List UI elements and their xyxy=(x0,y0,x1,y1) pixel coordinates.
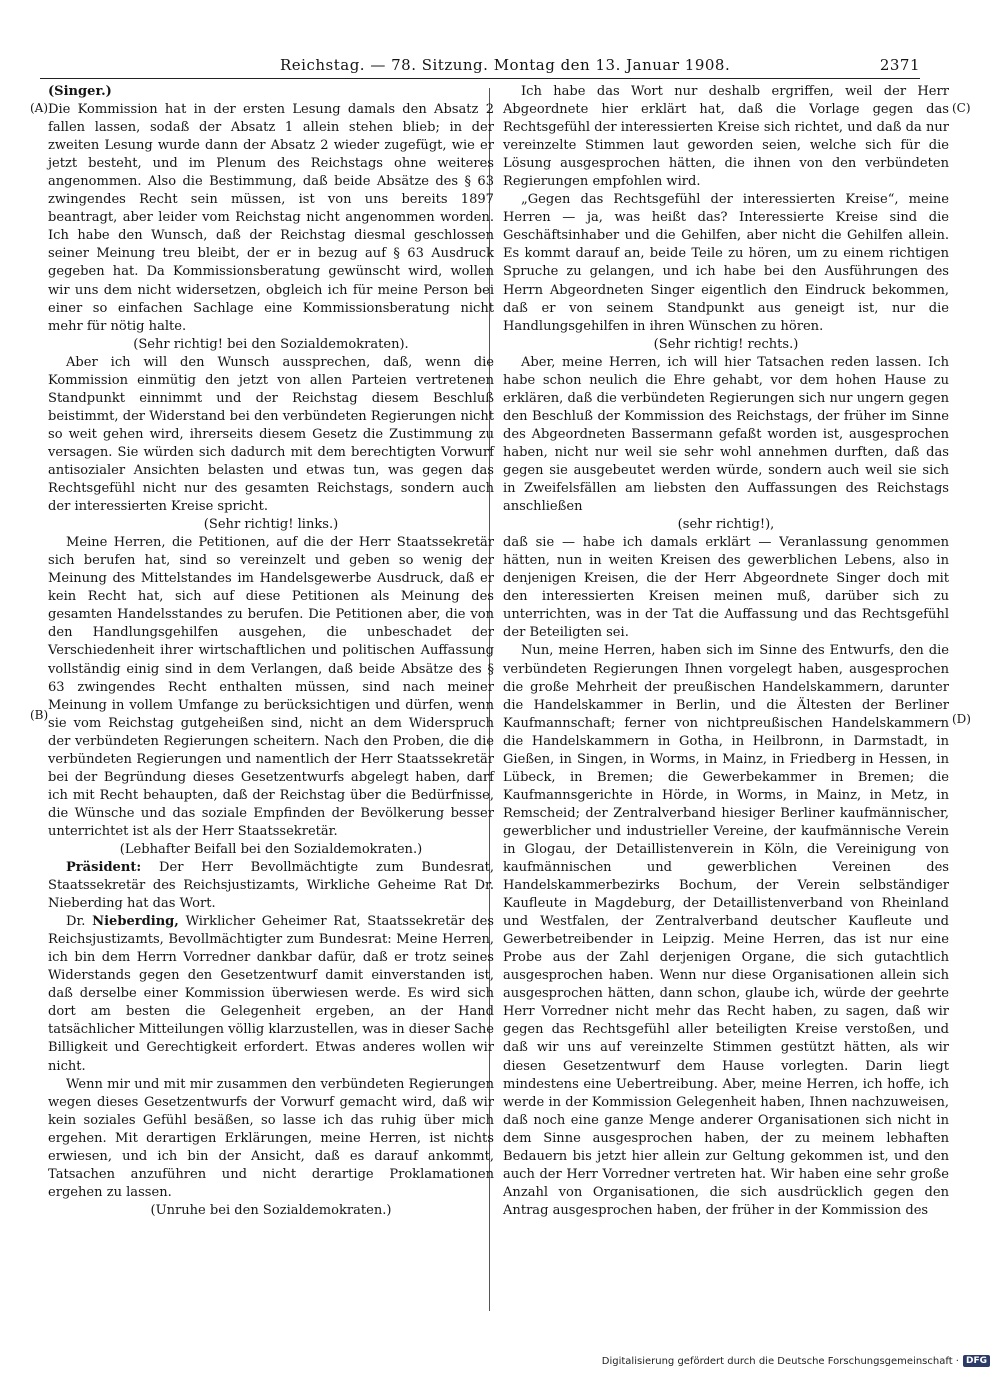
margin-marker-a: (A) xyxy=(30,101,49,115)
interjection: (sehr richtig!), xyxy=(677,517,775,533)
running-title: Reichstag. — 78. Sitzung. Montag den 13. Januar 1908. xyxy=(280,56,731,74)
paragraph: Ich habe das Wort nur deshalb ergriffen, weil der Herr Abgeordnete hier erklärt hat, daß die Vorlage gegen das Rechtsgefühl der interessierten Kreise sich richtet, und daß da nur vereinzelte Stimmen laut geworden seien, welche sich für die Lösung ausgesprochen hätten, die ihnen von den verbündeten Regierungen empfohlen wird. xyxy=(503,84,949,190)
paragraph: Aber ich will den Wunsch aussprechen, daß, wenn die Kommission einmütig den jetzt von allen Parteien vertretenen Standpunkt einnimmt und der Reichstag diesem Beschluß beistimmt, der Widerstand bei den verbündeten Regierungen nicht so weit gehen wird, ihrerseits diesem Gesetz die Zustimmung zu versagen. Sie würden sich dadurch mit dem berechtigten Vorwurf antisozialer Ansichten belasten und etwas tun, was gegen das Rechtsgefühl nicht nur des gesamten Reichstags, sondern auch der interessierten Kreise spricht. xyxy=(48,354,494,515)
margin-marker-c: (C) xyxy=(952,101,971,115)
left-column xyxy=(48,83,494,1220)
president-label: Präsident: xyxy=(66,860,142,876)
speaker-tag: (Singer.) xyxy=(48,84,112,99)
paragraph: daß sie — habe ich damals erklärt — Veranlassung genommen hätten, nun in weiten Kreisen des gewerblichen Lebens, also in denjenigen Kreisen, die der Herr Abgeordnete Singer doch mit den interessierten Kreisen meinen muß, darüber sich zu unterrichten, was in der Tat die Auffassung und das Rechtsgefühl der Beteiligten sei. xyxy=(503,535,949,641)
footer-text: Digitalisierung gefördert durch die Deutsche Forschungsgemeinschaft · xyxy=(601,1355,959,1367)
margin-marker-d: (D) xyxy=(952,712,971,726)
speaker-text: Wirklicher Geheimer Rat, Staatssekretär des Reichsjustizamts, Bevollmächtigter zum Bundesrat: Meine Herren, ich bin dem Herrn Vorredner dankbar dafür, daß er trotz seines Widerstands gegen den Gesetzentwurf damit einverstanden ist, daß derselbe einer Kommission überwiesen werde. Es wird sich dort am besten die Gelegenheit ergeben, an der Hand tatsächlicher Mitteilungen völlig klarzustellen, was in dieser Sache Billigkeit und Gerechtigkeit erfordert. Etwas anderes wollen wir nicht. xyxy=(48,914,494,1074)
interjection: (Unruhe bei den Sozialdemokraten.) xyxy=(150,1202,392,1218)
speaker-name: Nieberding, xyxy=(92,914,179,930)
paragraph: Meine Herren, die Petitionen, auf die der Herr Staatssekretär sich berufen hat, sind so vereinzelt und geben so wenig der Meinung des Mittelstandes im Handelsgewerbe Ausdruck, daß er kein Recht hat, sich auf diese Petitionen als Meinung des gesamten Handelsstandes zu berufen. Die Petitionen aber, die von den Handlungsgehilfen ausgehen, die unbeschadet der Verschiedenheit ihrer wirtschaftlichen und politischen Auffassung vollständig einig sind in dem Verlangen, daß beide Absätze des § 63 zwingendes Recht enthalten müssen, sind nach meiner Meinung in vollem Umfange zu berücksichtigen und dürfen, wenn sie vom Reichstag gutgeheißen sind, nicht an dem Widerspruch der verbündeten Regierungen scheitern. Nach den Proben, die die verbündeten Regierungen und namentlich der Herr Staatssekretär bei der Begründung dieses Gesetzentwurfs abgelegt haben, darf ich mit Recht behaupten, daß der Reichstag über die Bedürfnisse, die Wünsche und das soziale Empfinden der Bevölkerung besser unterrichtet ist als der Herr Staatssekretär. xyxy=(48,535,494,839)
interjection: (Lebhafter Beifall bei den Sozialdemokraten.) xyxy=(119,841,423,857)
dfg-logo: DFG xyxy=(963,1355,990,1367)
right-column xyxy=(503,83,949,1220)
paragraph: Aber, meine Herren, ich will hier Tatsachen reden lassen. Ich habe schon neulich die Ehre gehabt, vor dem hohen Hause zu erklären, daß die verbündeten Regierungen sich nur ungern gegen den Beschluß der Kommission des Reichstags, der früher im Sinne des Abgeordneten Bassermann gefaßt worden ist, ausgesprochen haben, nicht nur weil sie sehr wohl annehmen durften, daß das gegen sie ausgebeutet werden würde, sondern auch weil sie sich in Zweifelsfällen am liebsten den Auffassungen des Reichstags anschließen xyxy=(503,354,949,515)
page-number: 2371 xyxy=(879,56,920,74)
paragraph: Wenn mir und mit mir zusammen den verbündeten Regierungen wegen dieses Gesetzentwurfs der Vorwurf gemacht wird, daß wir kein soziales Gefühl besäßen, so lasse ich das ruhig über mich ergehen. Mit derartigen Erklärungen, meine Herren, ist nichts erwiesen, und ich bin der Ansicht, daß es darauf ankommt, Tatsachen anzuführen und nicht derartige Proklamationen ergehen zu lassen. xyxy=(48,1076,494,1200)
speaker-prefix: Dr. xyxy=(66,914,86,930)
paragraph: „Gegen das Rechtsgefühl der interessierten Kreise“, meine Herren — ja, was heißt das? Interessierte Kreise sind die Geschäftsinhaber und die Gehilfen, aber nicht die Gehilfen allein. Es kommt darauf an, beide Teile zu hören, um zu einem richtigen Spruche zu gelangen, und ich habe bei den Ausführungen des Herrn Abgeordneten Singer eigentlich den Eindruck bekommen, daß er von seinem Standpunkt aus geneigt ist, nur die Handlungsgehilfen in ihren Wünschen zu hören. xyxy=(503,192,949,334)
interjection: (Sehr richtig! rechts.) xyxy=(653,336,799,352)
header-rule xyxy=(40,78,920,79)
president-text: Der Herr Bevollmächtigte zum Bundesrat, Staatssekretär des Reichsjustizamts, Wirkliche Geheime Rat Dr. Nieberding hat das Wort. xyxy=(48,860,494,912)
footer-credit xyxy=(602,1355,990,1367)
interjection: (Sehr richtig! bei den Sozialdemokraten). xyxy=(133,336,409,352)
president-paragraph xyxy=(48,859,494,913)
margin-marker-b: (B) xyxy=(30,708,49,722)
paragraph: Nun, meine Herren, haben sich im Sinne des Entwurfs, den die verbündeten Regierungen Ihnen vorgelegt haben, ausgesprochen die große Mehrheit der preußischen Handelskammern, darunter die Handelskammer in Berlin, und die Ältesten der Berliner Kaufmannschaft; ferner von nichtpreußischen Handelskammern die Handelskammern in Gotha, in Heilbronn, in Darmstadt, in Gießen, in Singen, in Worms, in Mainz, in Friedberg in Hessen, in Lübeck, in Bremen; die Gewerbekammer in Bremen; die Kaufmannsgerichte in Hörde, in Worms, in Mainz, in Metz, in Remscheid; der Zentralverband hiesiger Berliner kaufmännischer, gewerblicher und industrieller Vereine, der kaufmännische Verein in Glogau, der Detaillistenverein in Köln, die Vereinigung von kaufmännischen und gewerblichen Vereinen des Handelskammerbezirks Bochum, der Verein selbständiger Kaufleute in Magdeburg, der Detaillistenverband von Rheinland und Westfalen, der Zentralverband deutscher Kaufleute und Gewerbetreibender in Leipzig. Meine Herren, das ist nur eine Probe aus der Zahl derjenigen Organe, die sich gutachtlich ausgesprochen haben. Wenn nur diese Organisationen allein sich ausgesprochen hätten, dann schon, glaube ich, würde der geehrte Herr Vorredner nicht mehr das Recht haben, zu sagen, daß wir gegen das Rechtsgefühl aller beteiligten Kreise verstoßen, und daß wir uns auf vereinzelte Stimmen gestützt hätten, als wir diesen Gesetzentwurf dem Hause vorlegten. Darin liegt mindestens eine Uebertreibung. Aber, meine Herren, ich hoffe, ich werde in der Kommission Gelegenheit haben, Ihnen nachzuweisen, daß noch eine ganze Menge anderer Organisationen sich nicht in dem Sinne ausgesprochen haben, der zu meinem lebhaften Bedauern bis jetzt hier allein zur Geltung gekommen ist, und den auch der Herr Vorredner vertreten hat. Wir haben eine sehr große Anzahl von Organisationen, die sich ausdrücklich gegen den Antrag ausgesprochen haben, der früher in der Kommission des xyxy=(503,643,949,1218)
page-header xyxy=(40,56,920,78)
paragraph: Die Kommission hat in der ersten Lesung damals den Absatz 2 fallen lassen, sodaß der Absatz 1 allein stehen blieb; in der zweiten Lesung wurde dann der Absatz 2 wieder zugefügt, wie er jetzt besteht, und im Plenum des Reichstags ohne weiteres angenommen. Also die Bestimmung, daß beide Absätze des § 63 zwingendes Recht sein müssen, ist von uns bereits 1897 beantragt, aber leider vom Reichstag nicht angenommen worden. Ich habe den Wunsch, daß der Reichstag diesmal geschlossen seiner Meinung treu bleibt, der er in bezug auf § 63 Ausdruck gegeben hat. Da Kommissionsberatung gewünscht wird, wollen wir uns dem nicht widersetzen, obgleich ich für meine Person bei einer so einfachen Sachlage eine Kommissionsberatung nicht mehr für nötig halte. xyxy=(48,102,494,334)
speaker-paragraph xyxy=(48,913,494,1075)
interjection: (Sehr richtig! links.) xyxy=(203,517,339,533)
